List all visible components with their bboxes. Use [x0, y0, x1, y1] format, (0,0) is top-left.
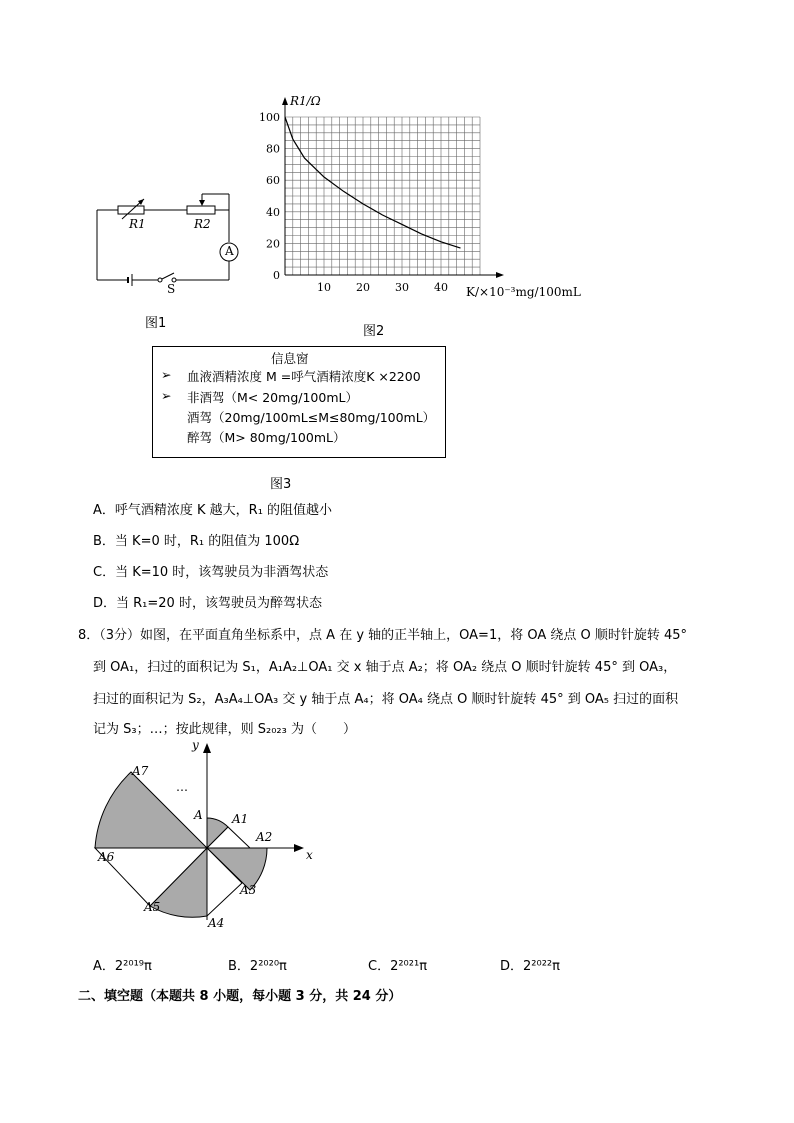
resistance-chart [258, 92, 588, 312]
label-a6: A6 [98, 850, 115, 864]
info-title: 信息窗 [271, 351, 309, 366]
info-line-4: 醉驾（M> 80mg/100mL） [187, 430, 346, 445]
q8-line-3: 扫过的面积记为 S₂，A₃A₄⊥OA₃ 交 y 轴于点 A₄；将 OA₄ 绕点 O 顺时针旋转 45° 到 OA₅ 扫过的面积 [93, 692, 679, 707]
x-tick-label: 20 [356, 281, 370, 294]
x-axis-label: x [306, 848, 313, 862]
q8-option-d: D．2²⁰²²π [500, 959, 560, 974]
section-2-heading: 二、填空题（本题共 8 小题，每小题 3 分，共 24 分） [78, 989, 402, 1004]
q8-line-2: 到 OA₁，扫过的面积记为 S₁，A₁A₂⊥OA₁ 交 x 轴于点 A₂；将 OA₂ 绕点 O 顺时针旋转 45° 到 OA₃， [93, 660, 677, 675]
chart-svg [258, 92, 588, 312]
q8-line-4: 记为 S₃；…；按此规律，则 S₂₀₂₃ 为（ ） [93, 722, 356, 737]
y-tick-label: 0 [273, 269, 280, 282]
y-axis-label: y [192, 738, 199, 752]
label-a5: A5 [144, 900, 161, 914]
label-a: A [194, 808, 203, 822]
r1-label: R1 [129, 217, 146, 231]
q8-option-b: B．2²⁰²⁰π [228, 959, 287, 974]
q8-line-1: 8．（3分）如图，在平面直角坐标系中，点 A 在 y 轴的正半轴上，OA=1，将 OA 绕点 O 顺时针旋转 45° [78, 628, 688, 643]
bullet-icon: ➢ [161, 388, 172, 403]
q7-option-c: C．当 K=10 时，该驾驶员为非酒驾状态 [93, 565, 329, 580]
chart-xlabel: K/×10⁻³mg/100mL [466, 285, 581, 299]
info-line-3: 酒驾（20mg/100mL≤M≤80mg/100mL） [187, 410, 436, 425]
x-tick-label: 10 [317, 281, 331, 294]
x-tick-label: 30 [395, 281, 409, 294]
label-a4: A4 [208, 916, 225, 930]
x-tick-label: 40 [434, 281, 448, 294]
x-axis-arrow [496, 272, 504, 278]
fig3-caption: 图3 [270, 477, 292, 492]
q8-option-c: C．2²⁰²¹π [368, 959, 428, 974]
y-tick-label: 40 [266, 205, 280, 219]
y-tick-label: 60 [266, 174, 280, 188]
info-window [152, 346, 446, 458]
label-a7: A7 [132, 764, 149, 778]
bullet-icon: ➢ [161, 367, 172, 382]
q7-option-b: B．当 K=0 时，R₁ 的阻值为 100Ω [93, 534, 300, 549]
label-a1: A1 [232, 812, 249, 826]
info-line-2: 非酒驾（M< 20mg/100mL） [187, 390, 358, 405]
r2-label: R2 [194, 217, 211, 231]
q7-option-d: D．当 R₁=20 时，该驾驶员为醉驾状态 [93, 596, 322, 611]
label-a3: A3 [240, 883, 257, 897]
switch-label: S [167, 282, 176, 296]
resistance-curve [285, 117, 461, 248]
y-tick-label: 80 [266, 142, 280, 156]
rotation-diagram [90, 738, 330, 938]
y-tick-label: 20 [266, 237, 280, 251]
q8-option-a: A．2²⁰¹⁹π [93, 959, 152, 974]
y-tick-label: 100 [259, 111, 280, 124]
info-line-1: 血液酒精浓度 M =呼气酒精浓度K ×2200 [187, 369, 421, 384]
circuit-figure [92, 185, 242, 295]
y-axis-arrow [282, 97, 288, 105]
q7-option-a: A．呼气酒精浓度 K 越大，R₁ 的阻值越小 [93, 503, 333, 518]
ammeter-label: A [225, 244, 234, 258]
fig1-caption: 图1 [145, 316, 167, 331]
label-a2: A2 [256, 830, 273, 844]
ellipsis: … [176, 780, 188, 794]
chart-ylabel: R1/Ω [290, 94, 321, 108]
fig2-caption: 图2 [363, 324, 385, 339]
